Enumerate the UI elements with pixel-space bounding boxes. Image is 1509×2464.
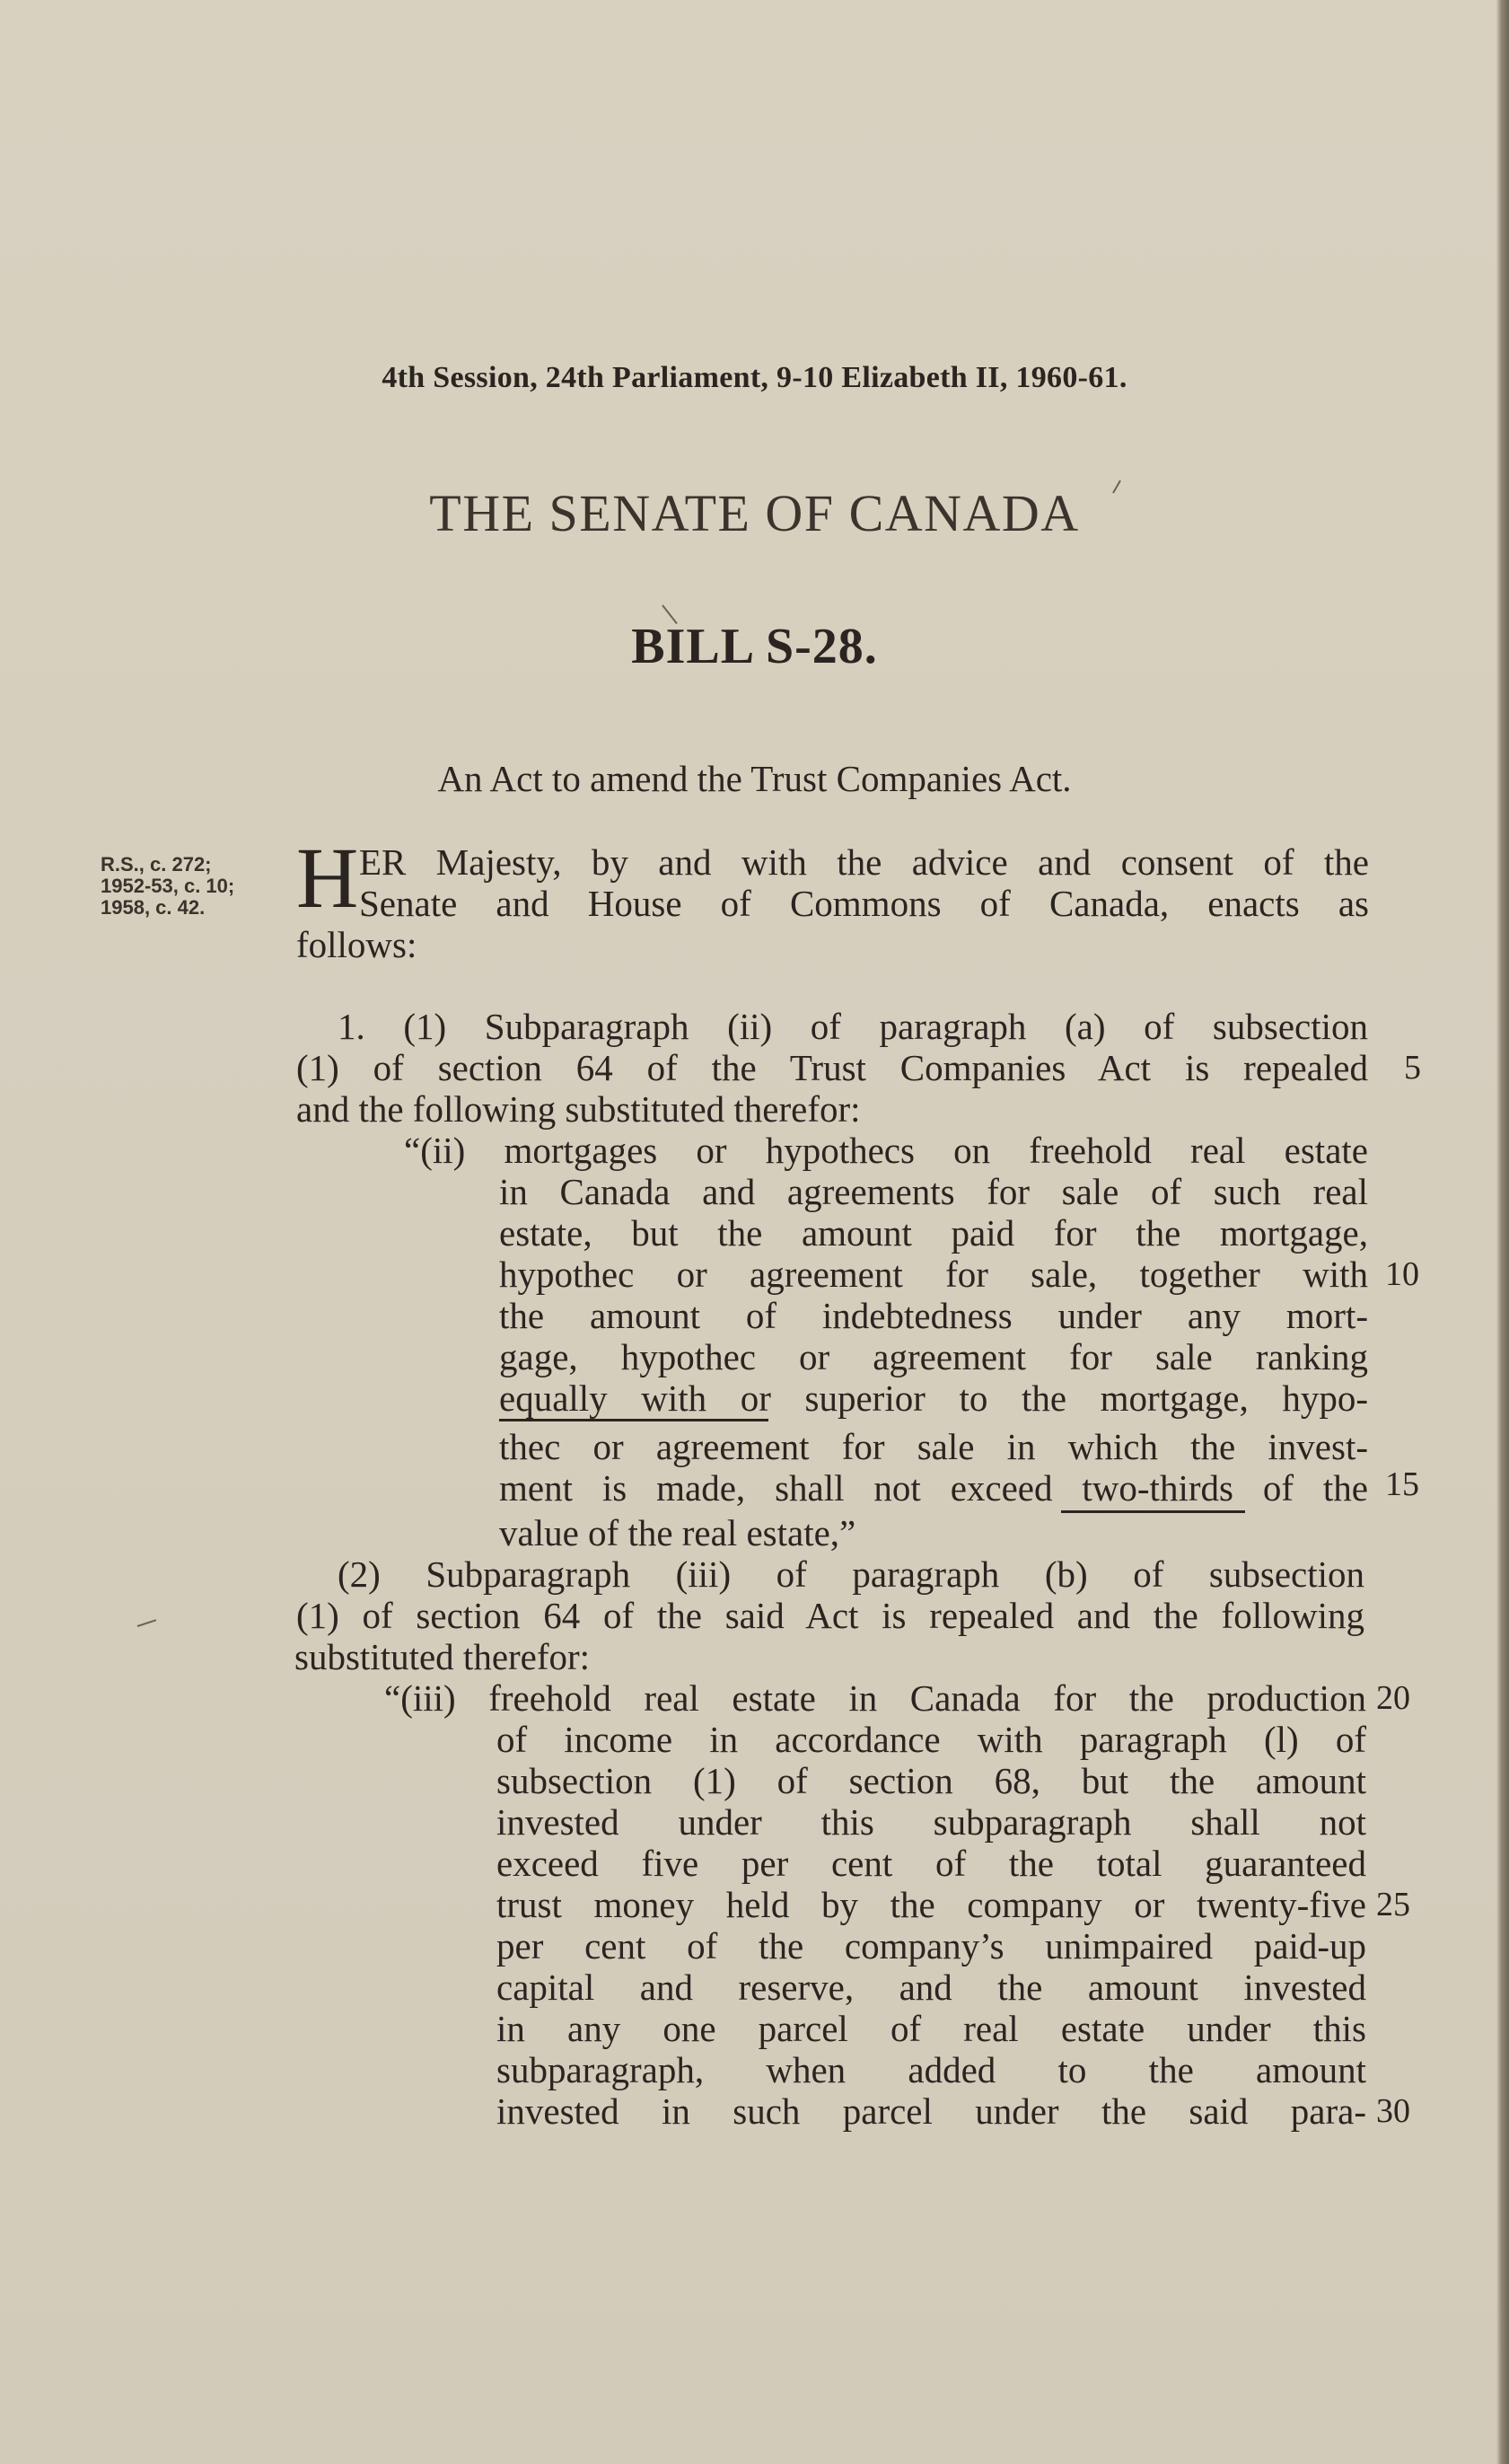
section-1-line: estate, but the amount paid for the mortgage, bbox=[499, 1212, 1368, 1254]
section-1-line: thec or agreement for sale in which the invest- bbox=[499, 1426, 1368, 1467]
act-title: An Act to amend the Trust Companies Act. bbox=[437, 758, 1072, 799]
section-2-line: invested in such parcel under the said para- bbox=[496, 2090, 1366, 2132]
line-number: 15 bbox=[1385, 1465, 1419, 1503]
section-2-line: “(iii) freehold real estate in Canada for the production bbox=[384, 1677, 1366, 1719]
section-2-line: (2) Subparagraph (iii) of paragraph (b) of subsection bbox=[338, 1553, 1364, 1595]
section-2-line: of income in accordance with paragraph (l) of bbox=[496, 1719, 1366, 1760]
line-number: 30 bbox=[1376, 2092, 1410, 2130]
section-1-line: (1) of section 64 of the Trust Companies Act is repealed bbox=[296, 1047, 1368, 1088]
enacting-line: follows: bbox=[296, 924, 417, 965]
line-number: 25 bbox=[1376, 1886, 1410, 1923]
line-number: 5 bbox=[1404, 1049, 1421, 1087]
section-1-line: and the following substituted therefor: bbox=[296, 1088, 861, 1130]
hand-underline bbox=[499, 1419, 768, 1421]
section-2-line: invested under this subparagraph shall not bbox=[496, 1801, 1366, 1843]
section-1-line: equally with or superior to the mortgage, hypo- bbox=[499, 1377, 1368, 1419]
section-2-line: per cent of the company’s unimpaired paid-up bbox=[496, 1925, 1366, 1967]
section-2-line: in any one parcel of real estate under this bbox=[496, 2008, 1366, 2049]
line-number: 20 bbox=[1376, 1679, 1410, 1717]
bill-number: BILL S-28. bbox=[631, 619, 878, 674]
section-2-line: (1) of section 64 of the said Act is repealed and the following bbox=[296, 1595, 1364, 1636]
margin-note-line: R.S., c. 272; bbox=[101, 853, 212, 876]
section-2-line: exceed five per cent of the total guaranteed bbox=[496, 1843, 1366, 1884]
session-header: 4th Session, 24th Parliament, 9-10 Elizabeth II, 1960-61. bbox=[382, 361, 1127, 394]
pencil-mark bbox=[137, 1619, 157, 1627]
section-1-line: hypothec or agreement for sale, together with bbox=[499, 1254, 1368, 1295]
section-1-line: in Canada and agreements for sale of such real bbox=[499, 1171, 1368, 1212]
drop-cap: H bbox=[296, 830, 359, 926]
enacting-line: Senate and House of Commons of Canada, enacts as bbox=[359, 883, 1369, 924]
margin-note-line: 1958, c. 42. bbox=[101, 896, 206, 919]
section-2-line: capital and reserve, and the amount invested bbox=[496, 1967, 1366, 2008]
section-1-line: the amount of indebtedness under any mort- bbox=[499, 1295, 1368, 1336]
line-number: 10 bbox=[1385, 1255, 1419, 1293]
section-1-line: 1. (1) Subparagraph (ii) of paragraph (a) of subsection bbox=[338, 1006, 1368, 1047]
section-2-line: trust money held by the company or twenty-five bbox=[496, 1884, 1366, 1925]
section-1-line: value of the real estate,” bbox=[499, 1512, 856, 1553]
enacting-line: ER Majesty, by and with the advice and consent of the bbox=[359, 841, 1369, 883]
section-2-line: subparagraph, when added to the amount bbox=[496, 2049, 1366, 2090]
hand-underline bbox=[1061, 1510, 1245, 1513]
section-2-line: substituted therefor: bbox=[294, 1636, 591, 1677]
section-1-line: “(ii) mortgages or hypothecs on freehold real estate bbox=[404, 1130, 1368, 1171]
section-2-line: subsection (1) of section 68, but the amount bbox=[496, 1760, 1366, 1801]
margin-note-line: 1952-53, c. 10; bbox=[101, 875, 235, 897]
chamber-title: THE SENATE OF CANADA bbox=[429, 484, 1080, 542]
section-1-line: ment is made, shall not exceed two-thirds of the bbox=[499, 1467, 1368, 1509]
section-1-line: gage, hypothec or agreement for sale ranking bbox=[499, 1336, 1368, 1377]
